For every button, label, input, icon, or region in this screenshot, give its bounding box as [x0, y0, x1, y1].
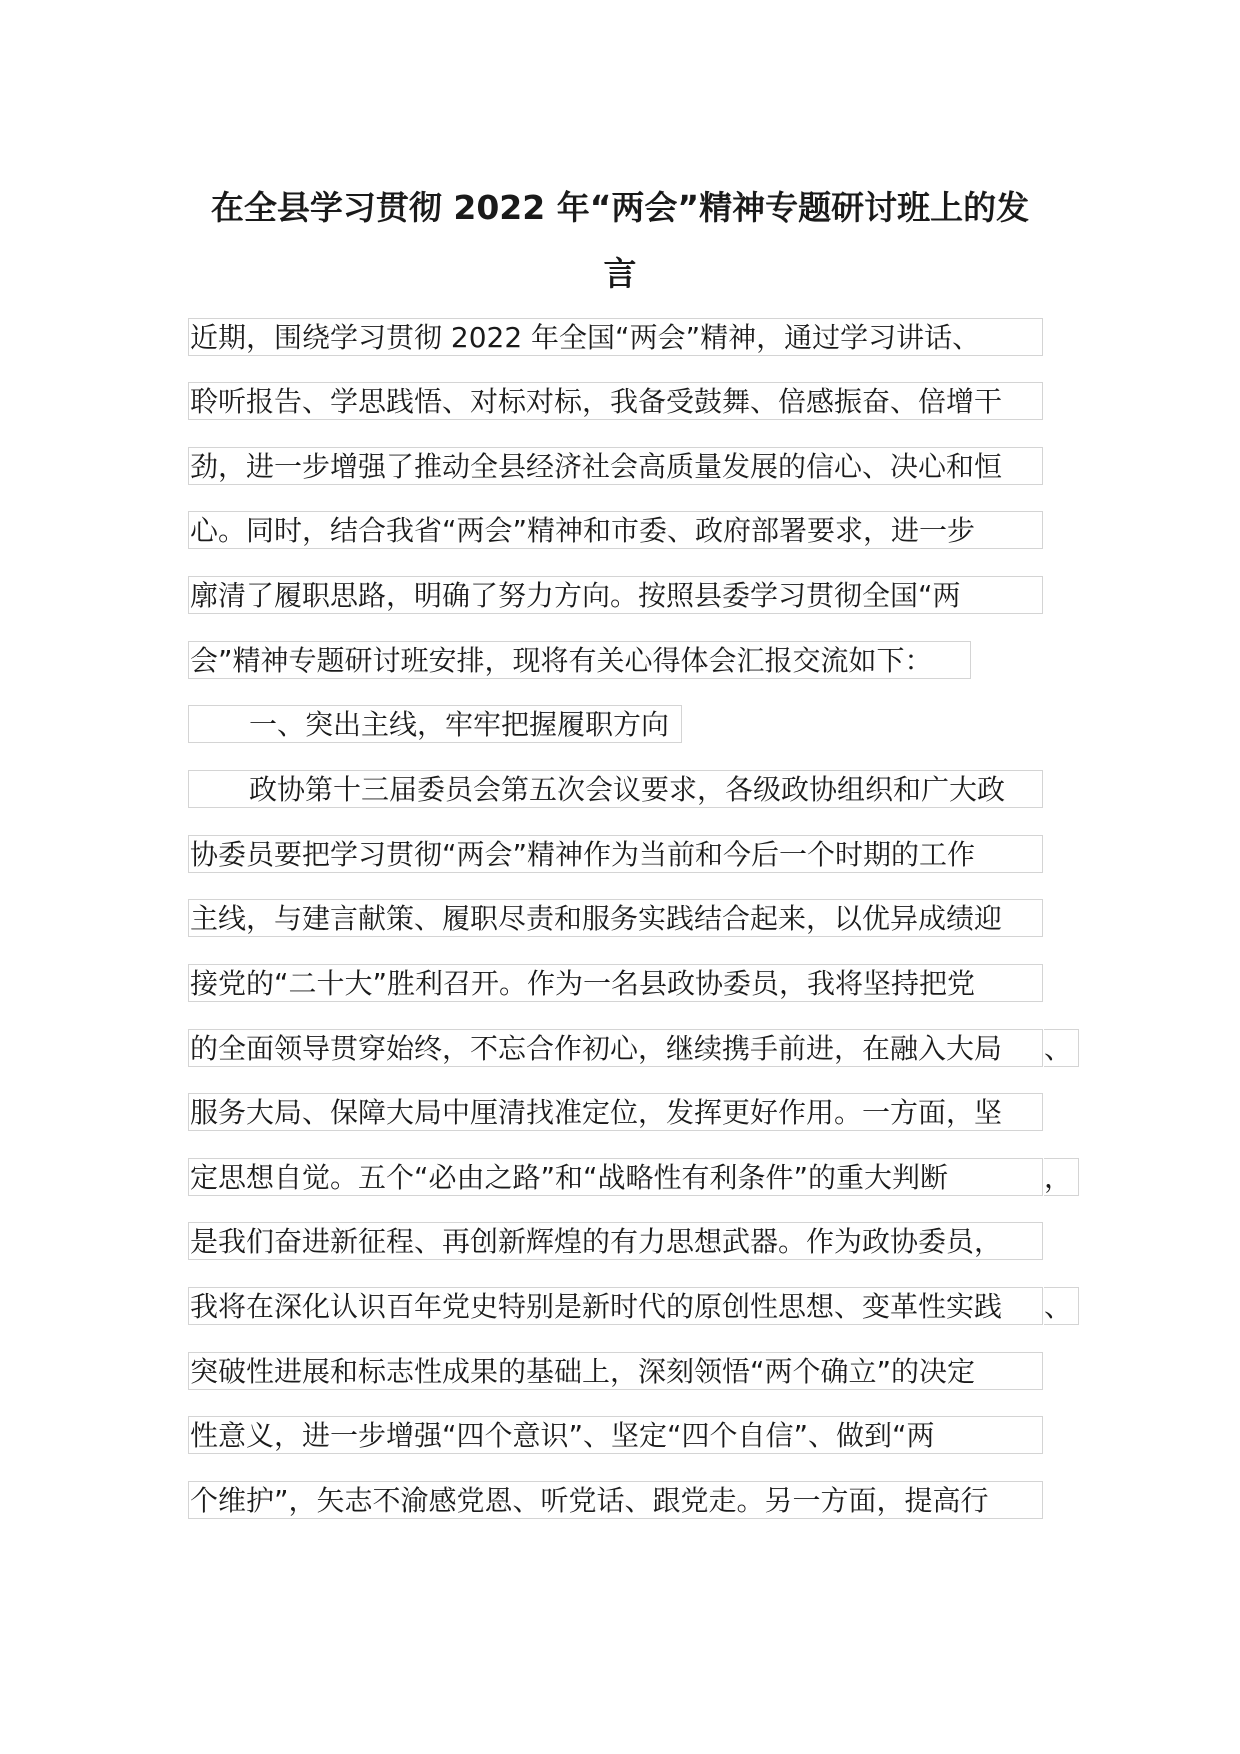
section-heading: 一、突出主线，牢牢把握履职方向 [188, 705, 682, 743]
document-title-line-2: 言 [603, 254, 637, 293]
text-line: 定思想自觉。五个“必由之路”和“战略性有利条件”的重大判断 [188, 1158, 1043, 1196]
text-line: 的全面领导贯穿始终，不忘合作初心，继续携手前进，在融入大局 [188, 1029, 1043, 1067]
line-tail-punctuation: 、 [1044, 1029, 1079, 1067]
text-line: 心。同时，结合我省“两会”精神和市委、政府部署要求，进一步 [188, 511, 1043, 549]
text-line: 协委员要把学习贯彻“两会”精神作为当前和今后一个时期的工作 [188, 835, 1043, 873]
text-line: 聆听报告、学思践悟、对标对标，我备受鼓舞、倍感振奋、倍增干 [188, 382, 1043, 420]
text-line: 服务大局、保障大局中厘清找准定位，发挥更好作用。一方面，坚 [188, 1093, 1043, 1131]
text-line: 劲，进一步增强了推动全县经济社会高质量发展的信心、决心和恒 [188, 447, 1043, 485]
text-line: 廓清了履职思路，明确了努力方向。按照县委学习贯彻全国“两 [188, 576, 1043, 614]
document-title-line-1: 在全县学习贯彻 2022 年“两会”精神专题研讨班上的发 [210, 188, 1030, 227]
text-line: 近期，围绕学习贯彻 2022 年全国“两会”精神，通过学习讲话、 [188, 318, 1043, 356]
text-line: 会”精神专题研讨班安排，现将有关心得体会汇报交流如下： [188, 641, 971, 679]
text-line: 主线，与建言献策、履职尽责和服务实践结合起来，以优异成绩迎 [188, 899, 1043, 937]
text-line: 接党的“二十大”胜利召开。作为一名县政协委员，我将坚持把党 [188, 964, 1043, 1002]
text-line: 突破性进展和标志性成果的基础上，深刻领悟“两个确立”的决定 [188, 1352, 1043, 1390]
text-line: 性意义，进一步增强“四个意识”、坚定“四个自信”、做到“两 [188, 1416, 1043, 1454]
line-tail-punctuation: 、 [1044, 1287, 1079, 1325]
line-tail-punctuation: ， [1044, 1158, 1079, 1196]
paragraph-first-line: 政协第十三届委员会第五次会议要求，各级政协组织和广大政 [188, 770, 1043, 808]
text-line: 个维护”，矢志不渝感党恩、听党话、跟党走。另一方面，提高行 [188, 1481, 1043, 1519]
text-line: 是我们奋进新征程、再创新辉煌的有力思想武器。作为政协委员， [188, 1222, 1043, 1260]
text-line: 我将在深化认识百年党史特别是新时代的原创性思想、变革性实践 [188, 1287, 1043, 1325]
